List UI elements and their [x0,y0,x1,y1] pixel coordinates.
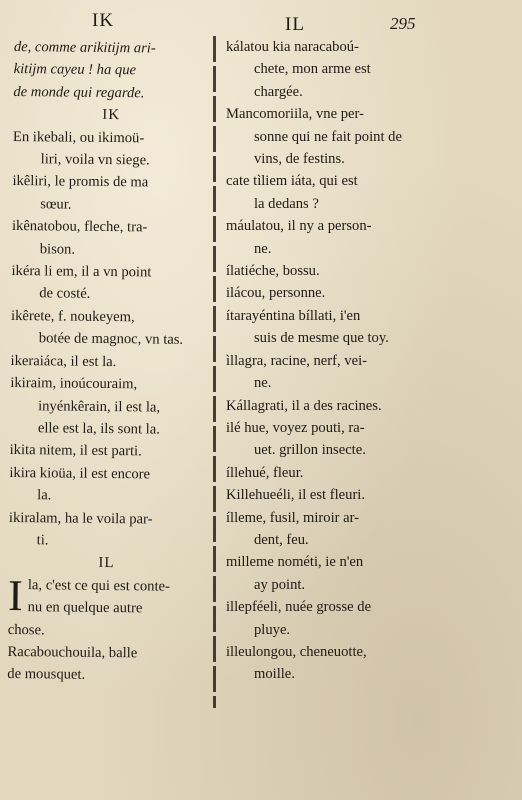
entry-line: ikêrete, f. noukeyem, [10,307,135,326]
dictionary-entry [10,439,206,463]
entry-line: sœur. [40,196,72,213]
dictionary-entry [226,36,510,103]
dictionary-entry [226,170,510,215]
drop-cap: I [7,570,24,620]
dictionary-entry [226,103,510,170]
dictionary-entry [226,507,510,552]
entry-line: ay point. [254,576,306,593]
dictionary-entry [226,305,510,350]
entry-line: sonne qui ne fait point de [254,128,402,145]
entry-line: ikita nitem, il est parti. [9,442,142,460]
column-divider [213,36,216,708]
dictionary-entry [11,305,207,352]
entry-line: ikiralam, ha le voila par- [8,509,153,528]
header-center: IL [285,14,305,35]
dictionary-entry [226,260,510,282]
entry-line: kitijm cayeu ! ha que [13,61,137,79]
entry-line: kálatou kia naracaboú- [226,39,359,55]
dictionary-entry [226,551,510,596]
header-left: IK [92,10,115,31]
right-column [226,36,510,686]
entry-line: inyénkêrain, il est la, [38,397,161,416]
entry-line: la dedans ? [254,195,319,212]
entry-line: máulatou, il ny a person- [226,218,372,235]
entry-line: de, comme arikitijm ari- [13,38,156,57]
entry-line: cate tìliem iáta, qui est [226,173,358,190]
entry-line: ílatiéche, bossu. [226,263,320,280]
entry-line: chose. [7,621,45,638]
entry-list [226,36,510,686]
entry-line: de costé. [39,285,91,303]
entry-line: ne. [254,240,272,257]
entry-line: ilé hue, voyez pouti, ra- [226,419,365,436]
entry-line: nu en quelque autre [27,599,143,617]
entry-line: Mancomoriila, vne per- [226,106,364,123]
continuation-entry [13,36,210,105]
running-header [0,8,522,34]
entry-line: dent, feu. [254,531,309,548]
dictionary-entry [7,641,203,688]
section-heading-ik: IK [102,107,121,124]
entry-line: ne. [254,375,272,392]
entry-line: ikêliri, le promis de ma [12,173,149,191]
dictionary-entry [9,507,205,554]
entry-line: ikéra li em, il a vn point [11,263,152,281]
entry-line: En ikebali, ou ikimoü- [12,128,145,146]
entry-line: suis de mesme que toy. [254,330,389,347]
entry-line: ti. [36,532,49,549]
dictionary-entry [9,462,205,509]
dictionary-entry [12,215,208,262]
dictionary-entry [12,170,208,217]
entry-line: ikiraim, inoúcouraim, [10,375,138,393]
entry-line: moille. [254,666,295,683]
entry-line: la, c'est ce qui est conte- [27,576,171,595]
entry-line: illeulongou, cheneuotte, [226,643,367,660]
entry-line: milleme nométi, ie n'en [226,554,364,571]
entry-line: ikira kioüa, il est encore [9,464,151,483]
entry-line: illepféeli, nuée grosse de [226,599,372,616]
entry-line: uet. grillon insecte. [254,442,366,459]
entry-line: la. [37,487,52,504]
dictionary-entry [226,596,510,641]
entry-line: ilácou, personne. [226,285,326,302]
entry-line: botée de magnoc, vn tas. [38,330,184,349]
entry-line: ítarayéntina bíllati, i'en [226,307,361,324]
entry-line: Racabouchouila, balle [7,643,138,662]
entry-line: ìllagra, racine, nerf, vei- [226,352,367,369]
dictionary-entry [226,282,510,304]
dictionary-entry [226,350,510,395]
entry-line: de monde qui regarde. [13,83,145,102]
entry-line: bison. [39,240,76,258]
dictionary-entry [11,260,207,307]
dropcap-entry [7,570,204,688]
entry-line: vins, de festins. [254,151,345,168]
entry-line: ikeraiáca, il est la. [10,352,117,370]
entry-line: chete, mon arme est [254,61,371,78]
entry-line: pluye. [254,621,291,638]
entry-list [7,570,204,688]
entry-line: de mousquet. [7,666,86,684]
page-number: 295 [390,14,416,33]
entry-line: Kállagrati, il a des racines. [226,397,382,414]
dictionary-entry [226,417,510,462]
entry-line: chargée. [254,83,303,100]
dictionary-entry [226,484,510,506]
dictionary-entry [10,350,206,374]
entry-line: ílleme, fusil, miroir ar- [226,509,360,526]
entry-line: ikênatobou, fleche, tra- [11,218,148,236]
dictionary-entry [7,570,205,643]
entry-line: Killehueéli, il est fleuri. [226,487,366,504]
dictionary-entry [13,126,209,173]
entry-list [9,126,209,554]
dictionary-entry [226,395,510,417]
entry-line: elle est la, ils sont la. [37,420,160,438]
dictionary-entry [226,215,510,260]
dictionary-entry [226,641,510,686]
entry-line: íllehué, fleur. [226,464,304,481]
dictionary-entry [226,462,510,484]
entry-line: liri, voila vn siege. [40,151,150,169]
dictionary-entry [10,372,207,441]
left-column [7,36,210,688]
section-heading-il: IL [98,555,115,572]
